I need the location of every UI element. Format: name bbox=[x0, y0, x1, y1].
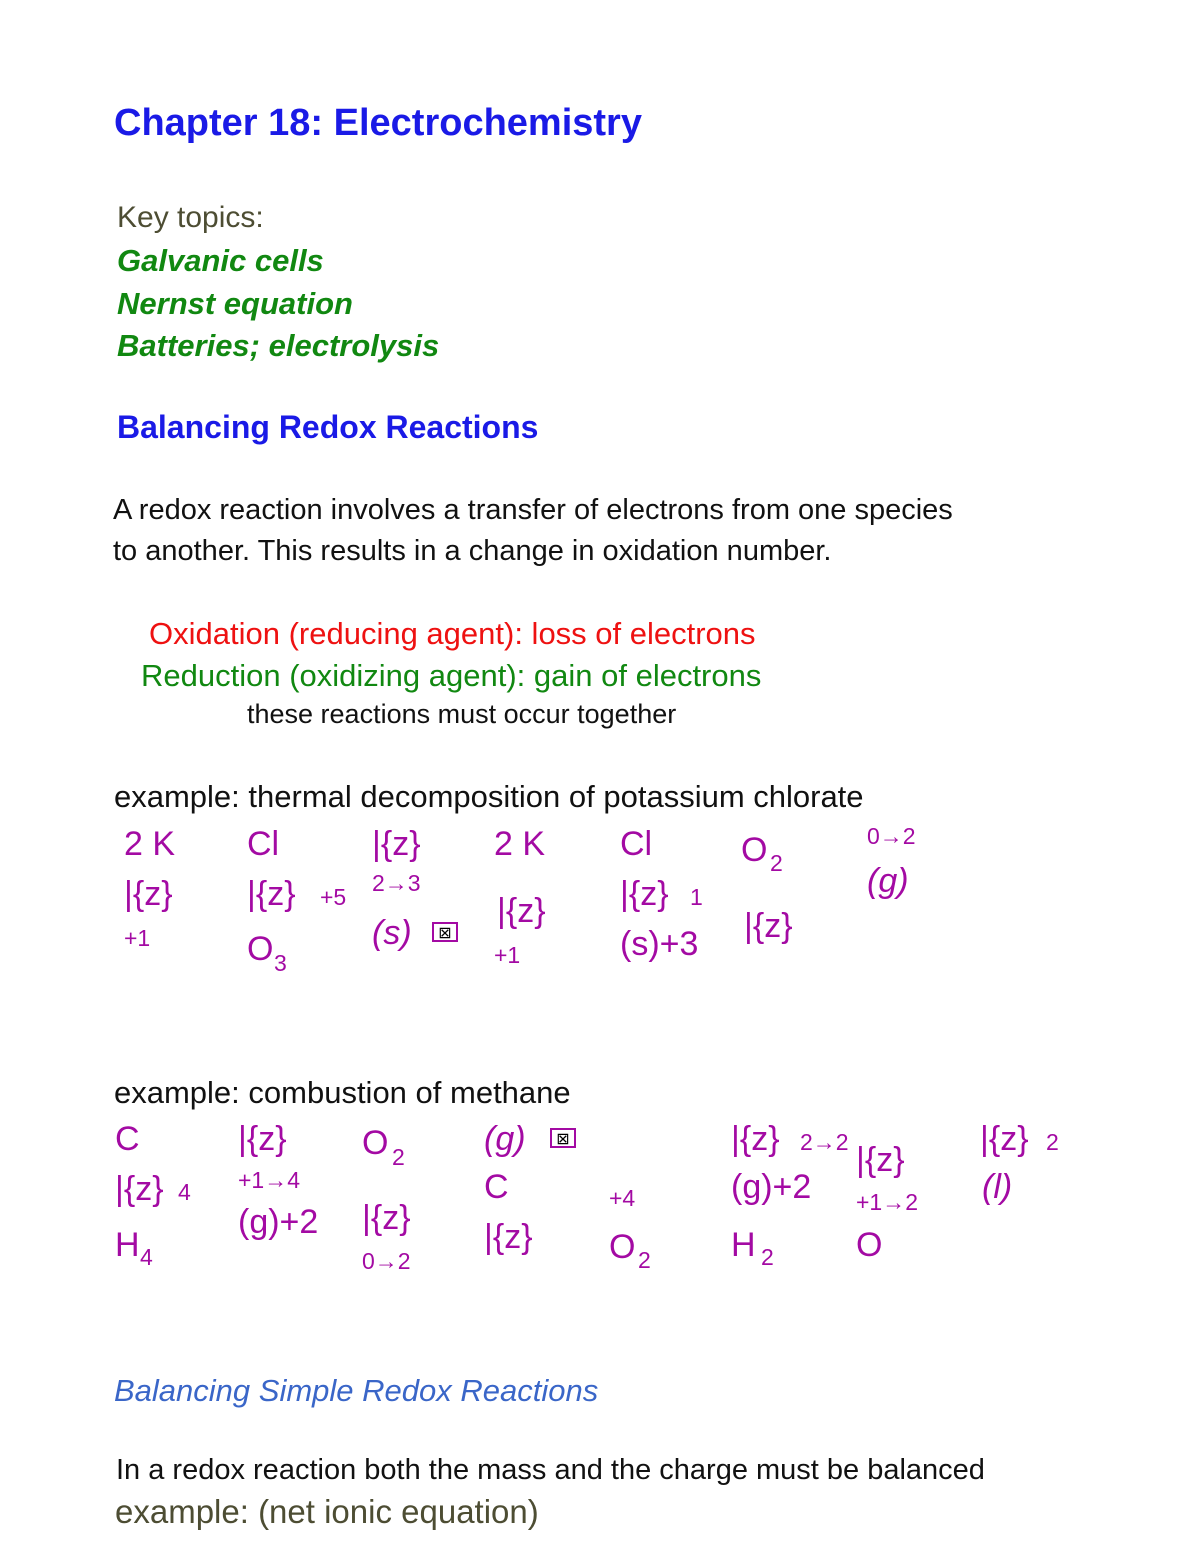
eq2-state: (g) bbox=[484, 1120, 526, 1158]
eq2-term: (g)+2 bbox=[731, 1168, 812, 1206]
eq2-state: (l) bbox=[982, 1168, 1013, 1206]
eq1-term: Cl bbox=[247, 825, 280, 863]
eq1-brace: |{z} bbox=[372, 825, 421, 863]
eq2-ox-number: 2 bbox=[1046, 1129, 1059, 1155]
example2-label: example: combustion of methane bbox=[114, 1075, 571, 1110]
eq2-subscript: 2 bbox=[392, 1144, 405, 1170]
intro-line-1: A redox reaction involves a transfer of electrons from one species bbox=[113, 494, 953, 526]
eq1-brace: |{z} bbox=[124, 875, 173, 913]
eq2-brace: |{z} bbox=[731, 1120, 780, 1158]
eq2-term: C bbox=[484, 1168, 509, 1206]
eq2-term: H bbox=[731, 1226, 756, 1264]
eq1-ox-change: 2→3 bbox=[372, 870, 421, 896]
reduction-definition: Reduction (oxidizing agent): gain of electrons bbox=[141, 658, 762, 693]
eq1-ox-number: 1 bbox=[690, 884, 703, 910]
intro-line-2: to another. This results in a change in oxidation number. bbox=[113, 535, 832, 567]
eq1-brace: |{z} bbox=[497, 892, 546, 930]
eq2-ox-number: +4 bbox=[609, 1185, 636, 1211]
eq2-ox-change: +1→4 bbox=[238, 1167, 301, 1193]
eq2-term: (g)+2 bbox=[238, 1203, 319, 1241]
eq1-subscript: 3 bbox=[274, 950, 287, 976]
reaction-arrow-icon: ⊠ bbox=[432, 922, 458, 942]
eq1-subscript: 2 bbox=[770, 850, 783, 876]
eq1-state: (s) bbox=[372, 914, 412, 952]
net-ionic-example-label: example: (net ionic equation) bbox=[115, 1493, 539, 1530]
key-topics-label: Key topics: bbox=[117, 201, 264, 234]
eq2-term: H bbox=[115, 1226, 140, 1264]
eq2-subscript: 4 bbox=[140, 1244, 153, 1270]
balance-statement: In a redox reaction both the mass and the charge must be balanced bbox=[116, 1454, 985, 1486]
example1-label: example: thermal decomposition of potassium chlorate bbox=[114, 779, 864, 814]
eq2-term: O bbox=[362, 1124, 389, 1162]
eq1-term: (s)+3 bbox=[620, 925, 699, 963]
topic-batteries: Batteries; electrolysis bbox=[117, 328, 440, 363]
reaction-arrow-icon: ⊠ bbox=[550, 1128, 576, 1148]
eq1-ox-change: 0→2 bbox=[867, 823, 916, 849]
eq1-brace: |{z} bbox=[620, 875, 669, 913]
eq2-ox-number: 4 bbox=[178, 1179, 191, 1205]
eq2-brace: |{z} bbox=[238, 1120, 287, 1158]
eq1-ox-number: +1 bbox=[124, 925, 151, 951]
eq1-term: 2 K bbox=[124, 825, 176, 863]
eq2-ox-change: +1→2 bbox=[856, 1189, 919, 1215]
eq1-term: Cl bbox=[620, 825, 653, 863]
page-title: Chapter 18: Electrochemistry bbox=[114, 102, 642, 144]
eq2-brace: |{z} bbox=[856, 1141, 905, 1179]
eq2-ox-change: 2→2 bbox=[800, 1129, 849, 1155]
eq1-state: (g) bbox=[867, 862, 909, 900]
eq2-term: C bbox=[115, 1120, 140, 1158]
section-heading-balancing-redox: Balancing Redox Reactions bbox=[117, 409, 539, 445]
eq1-term: O bbox=[741, 831, 768, 869]
eq1-brace: |{z} bbox=[744, 907, 793, 945]
eq1-ox-number: +5 bbox=[320, 884, 347, 910]
eq2-brace: |{z} bbox=[115, 1170, 164, 1208]
eq2-brace: |{z} bbox=[980, 1120, 1029, 1158]
eq1-term: O bbox=[247, 930, 274, 968]
oxidation-definition: Oxidation (reducing agent): loss of electrons bbox=[149, 616, 756, 651]
eq2-brace: |{z} bbox=[484, 1218, 533, 1256]
eq2-term: O bbox=[856, 1226, 883, 1264]
eq2-term: O bbox=[609, 1228, 636, 1266]
eq2-ox-change: 0→2 bbox=[362, 1248, 411, 1274]
topic-galvanic: Galvanic cells bbox=[117, 243, 324, 278]
eq2-subscript: 2 bbox=[638, 1247, 651, 1273]
eq1-brace: |{z} bbox=[247, 875, 296, 913]
eq2-brace: |{z} bbox=[362, 1199, 411, 1237]
topic-nernst: Nernst equation bbox=[117, 286, 353, 321]
eq2-subscript: 2 bbox=[761, 1244, 774, 1270]
together-note: these reactions must occur together bbox=[247, 699, 677, 729]
eq1-term: 2 K bbox=[494, 825, 546, 863]
section-heading-simple-redox: Balancing Simple Redox Reactions bbox=[114, 1373, 599, 1408]
eq1-ox-number: +1 bbox=[494, 942, 521, 968]
